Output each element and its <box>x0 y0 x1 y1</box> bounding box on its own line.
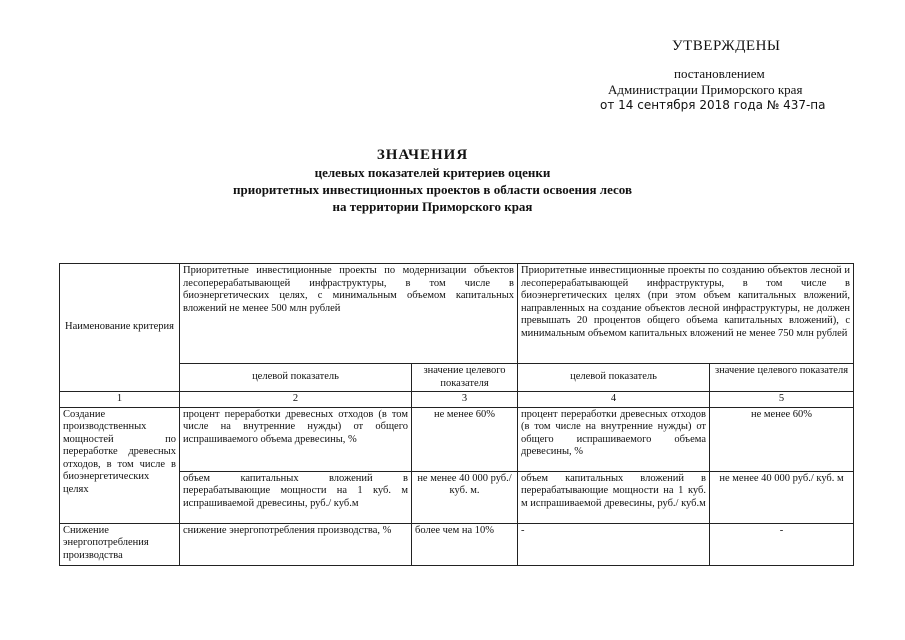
header-target-1: целевой показатель <box>180 364 412 392</box>
col-number-4: 4 <box>518 392 710 408</box>
value-cell: более чем на 10% <box>412 523 518 565</box>
table-row <box>60 407 854 471</box>
value-cell: не менее 40 000 руб./ куб. м <box>710 471 854 523</box>
table-row <box>60 471 854 523</box>
table-row <box>60 523 854 565</box>
col-number-2: 2 <box>180 392 412 408</box>
header-criterion: Наименование критерия <box>60 264 180 392</box>
heading-line-3: на территории Приморского края <box>332 199 533 214</box>
target-cell: процент переработки древесных отходов (в том числе на внутренние нужды) от общего испрашиваемого объема древесины, % <box>180 407 412 471</box>
target-cell: процент переработки древесных отходов (в том числе на внутренние нужды) от общего испрашиваемого объема древесины, % <box>518 407 710 471</box>
approval-title: УТВЕРЖДЕНЫ <box>672 38 781 54</box>
target-cell: снижение энергопотребления производства, % <box>180 523 412 565</box>
header-value-2: значение целевого показателя <box>710 364 854 392</box>
col-number-1: 1 <box>60 392 180 408</box>
header-value-1: значение целевого показателя <box>412 364 518 392</box>
approval-line-3: от 14 сентября 2018 года № 437-па <box>600 98 826 112</box>
approval-line-1: постановлением <box>674 66 765 81</box>
header-group-1: Приоритетные инвестиционные проекты по модернизации объектов лесоперерабатывающей инфраструктуры, в том числе в биоэнергетических целях, с минимальным объемом капитальных вложений не менее 500 млн рублей <box>180 264 518 364</box>
heading-line-1: целевых показателей критериев оценки <box>314 165 551 180</box>
value-cell: не менее 60% <box>710 407 854 471</box>
header-target-2: целевой показатель <box>518 364 710 392</box>
table-number-row <box>60 392 854 408</box>
target-cell: объем капитальных вложений в перерабатывающие мощности на 1 куб. м испрашиваемой древесины, руб./ куб.м <box>518 471 710 523</box>
approval-line-2: Администрации Приморского края <box>608 82 803 97</box>
table-subheader-row <box>60 364 854 392</box>
col-number-3: 3 <box>412 392 518 408</box>
value-cell: не менее 40 000 руб./ куб. м. <box>412 471 518 523</box>
heading-line-2: приоритетных инвестиционных проектов в области освоения лесов <box>232 182 632 197</box>
document-heading <box>0 147 905 215</box>
table-header-row <box>60 264 854 364</box>
header-group-2: Приоритетные инвестиционные проекты по созданию объектов лесной и лесоперерабатывающей инфраструктуры, в том числе в биоэнергетических целях (при этом объем капитальных вложений, направленных на создание объектов лесной инфраструктуры, не должен превышать 20 процентов общего объема капитальных вложений), с минимальным объемом капитальных вложений не менее 750 млн рублей <box>518 264 854 364</box>
value-cell: - <box>710 523 854 565</box>
criterion-cell: Снижение энергопотребления производства <box>60 523 180 565</box>
target-cell: - <box>518 523 710 565</box>
value-cell: не менее 60% <box>412 407 518 471</box>
criterion-cell: Создание производственных мощностей по переработке древесных отходов, в том числе в биоэнергетических целях <box>60 407 180 523</box>
criteria-table <box>59 263 854 566</box>
col-number-5: 5 <box>710 392 854 408</box>
heading-main: ЗНАЧЕНИЯ <box>376 147 469 163</box>
target-cell: объем капитальных вложений в перерабатывающие мощности на 1 куб. м испрашиваемой древесины, руб./ куб.м <box>180 471 412 523</box>
